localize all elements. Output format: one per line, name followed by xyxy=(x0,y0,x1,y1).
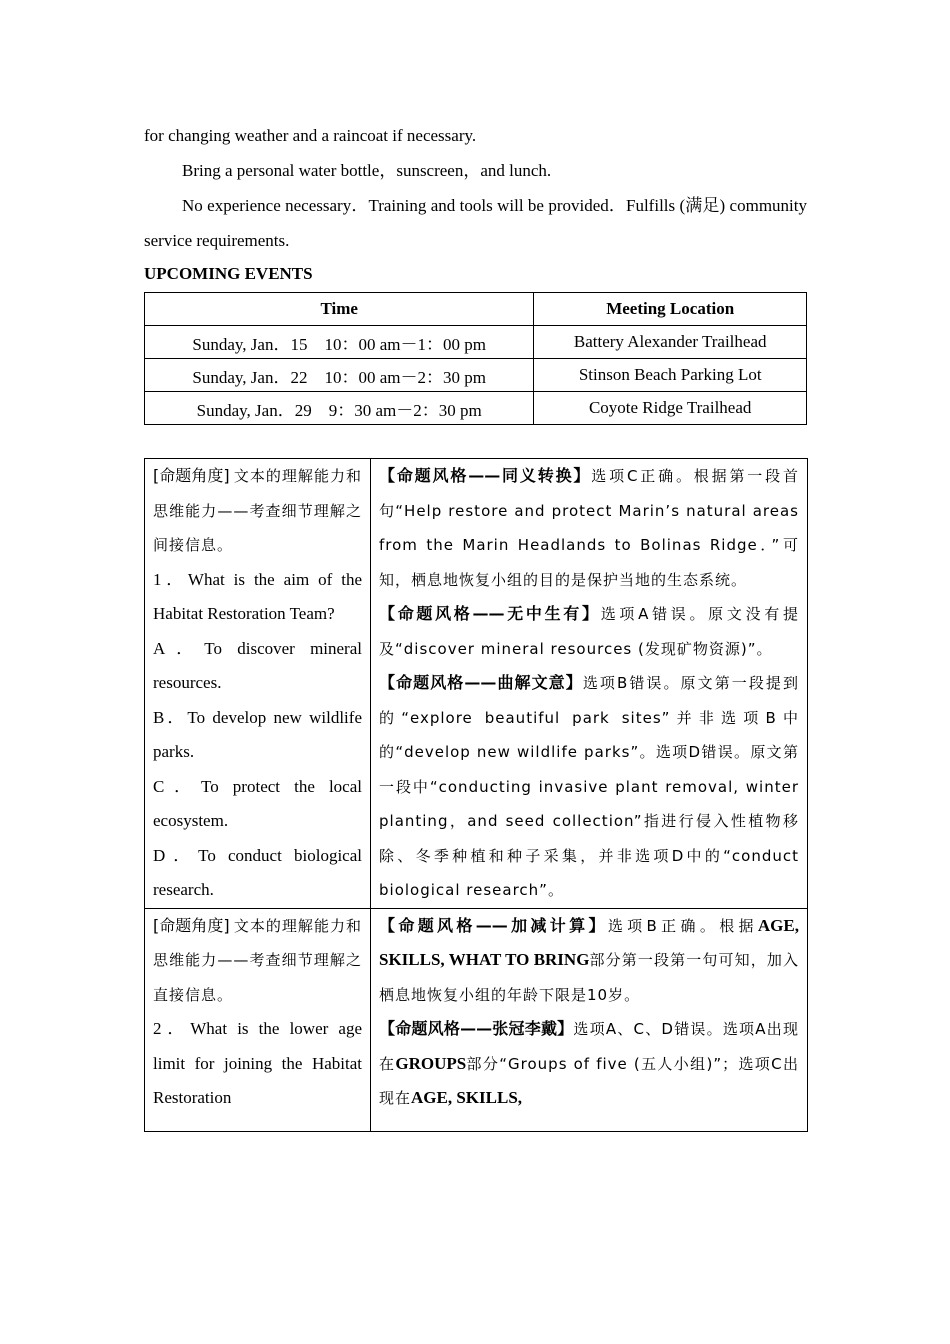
analysis-text: 选项A、C、D错误。选项A出现在 xyxy=(379,1020,799,1073)
option-d: D．To conduct biological research. xyxy=(153,845,362,899)
event-time: Sunday, Jan．29 9：30 am－2：30 pm xyxy=(145,392,534,425)
question-1-cell xyxy=(145,459,371,909)
analysis-table xyxy=(144,458,808,1132)
option-b: B．To develop new wildlife parks. xyxy=(153,707,362,761)
analysis-para-3 xyxy=(379,666,799,908)
document-page xyxy=(144,118,807,1132)
header-time: Time xyxy=(145,293,534,326)
section-ref: AGE, SKILLS, WHAT TO BRING xyxy=(379,915,799,969)
question-2-cell xyxy=(145,908,371,1131)
analysis-2-cell xyxy=(371,908,808,1131)
question-1-row xyxy=(145,459,808,909)
analysis-para-2 xyxy=(379,1012,799,1116)
events-table xyxy=(144,292,807,425)
style-tag: 【命题风格——同义转换】 xyxy=(379,466,592,485)
analysis-para-1 xyxy=(379,909,799,1013)
style-tag: 【命题风格——加减计算】 xyxy=(379,915,608,935)
event-time: Sunday, Jan．22 10：00 am－2：30 pm xyxy=(145,359,534,392)
event-location: Coyote Ridge Trailhead xyxy=(534,392,807,425)
option-c: C．To protect the local ecosystem. xyxy=(153,776,362,830)
angle-tag: [命题角度] xyxy=(153,915,230,935)
header-location: Meeting Location xyxy=(534,293,807,326)
analysis-text: 部分第一段第一句可知，加入栖息地恢复小组的年龄下限是10岁。 xyxy=(379,951,799,1004)
event-location: Battery Alexander Trailhead xyxy=(534,326,807,359)
angle-text: 文本的理解能力和思维能力——考查细节理解之间接信息。 xyxy=(153,467,362,554)
style-tag: 【命题风格——曲解文意】 xyxy=(379,673,583,692)
table-row xyxy=(145,392,807,425)
table-row xyxy=(145,359,807,392)
event-time: Sunday, Jan．15 10：00 am－1：00 pm xyxy=(145,326,534,359)
analysis-text: 选项A错误。原文没有提及“discover mineral resources (发现矿物资源)”。 xyxy=(379,605,799,658)
angle-text: 文本的理解能力和思维能力——考查细节理解之直接信息。 xyxy=(153,916,362,1004)
section-ref: GROUPS xyxy=(395,1053,467,1073)
question-2-row xyxy=(145,908,808,1131)
question-2-clip xyxy=(153,909,362,1131)
analysis-text: 选项B错误。原文第一段提到的“explore beautiful park sites”并非选项B中的“develop new wildlife parks”。选项D错误。原文第一段中“conducting invasive plant removal, winter planting，and seed collection”指进行侵入性植物移除、冬季种植和种子采集，并非选项D中的“conduct biological research”。 xyxy=(379,674,799,899)
analysis-2-clip xyxy=(379,909,799,1131)
events-title: UPCOMING EVENTS xyxy=(144,264,313,283)
section-ref: AGE, SKILLS, xyxy=(411,1088,523,1107)
analysis-text: 选项B正确。根据 xyxy=(607,916,758,935)
analysis-1-cell xyxy=(371,459,808,909)
intro-line-2: Bring a personal water bottle，sunscreen，and lunch. xyxy=(182,161,552,180)
question-2-text: 2．What is the lower age limit for joining the Habitat Restoration xyxy=(153,1019,362,1107)
event-location: Stinson Beach Parking Lot xyxy=(534,359,807,392)
analysis-text: 选项C正确。根据第一段首句“Help restore and protect Marin’s natural areas from the Marin Headlands to Bolinas Ridge．”可知，栖息地恢复小组的目的是保护当地的生态系统。 xyxy=(379,467,799,589)
style-tag: 【命题风格——张冠李戴】 xyxy=(379,1019,574,1038)
analysis-text: 部分“Groups of five (五人小组)”；选项C出现在 xyxy=(379,1054,799,1107)
intro-line-3: No experience necessary．Training and tools will be provided．Fulfills (满足) community service requirements. xyxy=(144,196,807,250)
option-a: A．To discover mineral resources. xyxy=(153,638,362,692)
events-header-row xyxy=(145,293,807,326)
intro-line-1: for changing weather and a raincoat if necessary. xyxy=(144,126,477,145)
angle-tag: [命题角度] xyxy=(153,466,230,485)
table-row xyxy=(145,326,807,359)
question-1-text: 1．What is the aim of the Habitat Restoration Team? xyxy=(153,569,362,623)
analysis-para-2 xyxy=(379,597,799,666)
analysis-para-1 xyxy=(379,459,799,597)
style-tag: 【命题风格——无中生有】 xyxy=(379,604,601,623)
